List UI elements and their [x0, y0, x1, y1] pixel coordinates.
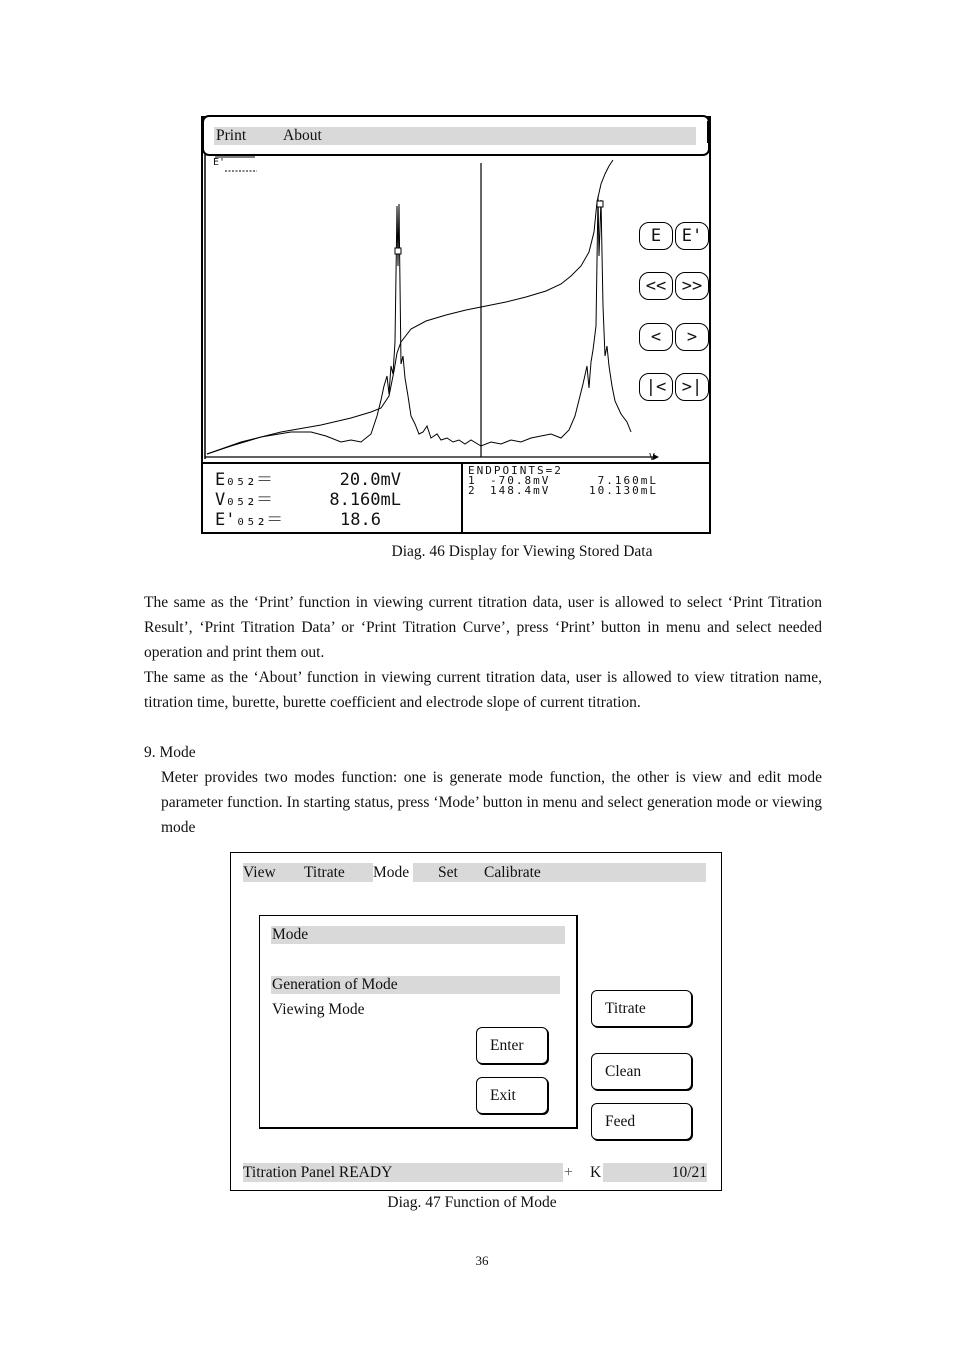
titrate-button[interactable]: Titrate — [591, 990, 692, 1027]
menu-print[interactable]: Print — [216, 127, 247, 144]
stored-data-display — [201, 116, 711, 534]
diag47-caption: Diag. 47 Function of Mode — [387, 1194, 557, 1211]
menu-about[interactable]: About — [283, 127, 322, 144]
e-curve-button[interactable]: E — [639, 222, 673, 250]
x-axis-label: V — [649, 452, 656, 463]
fast-forward-button[interactable]: >> — [675, 272, 709, 300]
endpoints-panel — [468, 466, 658, 496]
section-heading: 9. Mode — [144, 744, 196, 761]
exit-button[interactable]: Exit — [476, 1077, 548, 1114]
page-number: 36 — [475, 1253, 489, 1268]
reading-v: V₀₅₂＝ 8.160mL — [215, 490, 401, 510]
menu-mode[interactable]: Mode — [373, 864, 410, 881]
menu-calibrate[interactable]: Calibrate — [484, 864, 541, 881]
status-text: Titration Panel READY — [243, 1164, 393, 1181]
menu-view[interactable]: View — [243, 864, 276, 881]
option-viewing-mode[interactable]: Viewing Mode — [272, 1001, 365, 1018]
mode-screen — [230, 852, 722, 1191]
endpoint-row: 2 148.4mV 10.130mL — [468, 484, 658, 497]
feed-button[interactable]: Feed — [591, 1103, 692, 1140]
endpoints-title: ENDPOINTS=2 — [468, 464, 563, 477]
option-generation-mode[interactable]: Generation of Mode — [272, 976, 398, 993]
step-forward-button[interactable]: > — [675, 323, 709, 351]
step-back-button[interactable]: < — [639, 323, 673, 351]
reading-e-prime: E'₀₅₂＝ 18.6 — [215, 510, 381, 530]
e-prime-curve-button[interactable]: E' — [675, 222, 709, 250]
mode-dialog — [259, 915, 578, 1129]
paragraph-about: The same as the ‘About’ function in viewing current titration data, user is allowed to view titration name, titration time, burette, burette coefficient and electrode slope of current titration. — [144, 669, 822, 711]
menu-titrate[interactable]: Titrate — [304, 864, 345, 881]
fast-back-button[interactable]: << — [639, 272, 673, 300]
view-menu-bar — [202, 115, 710, 156]
readings-panel — [215, 470, 455, 530]
legend-e-prime: E' — [213, 157, 226, 168]
go-first-button[interactable]: |< — [639, 373, 673, 401]
enter-button[interactable]: Enter — [476, 1027, 548, 1064]
paragraph-print: The same as the ‘Print’ function in viewing current titration data, user is allowed to select ‘Print Titration Result’, ‘Print Titration Data’ or ‘Print Titration Curve’, press ‘Print’ button in menu and select needed operation and print them out. — [144, 594, 822, 661]
status-counter: 10/21 — [671, 1164, 707, 1181]
diag46-caption: Diag. 46 Display for Viewing Stored Data — [391, 543, 653, 560]
dialog-title: Mode — [272, 926, 309, 943]
status-plus: + — [564, 1164, 573, 1181]
paragraph-mode: Meter provides two modes function: one is generate mode function, the other is view and edit mode parameter function. In starting status, press ‘Mode’ button in menu and select generation mode or viewing mode — [161, 769, 822, 836]
clean-button[interactable]: Clean — [591, 1053, 692, 1090]
reading-e: E₀₅₂＝ 20.0mV — [215, 470, 401, 490]
status-k: K — [590, 1164, 602, 1181]
menu-set[interactable]: Set — [438, 864, 458, 881]
endpoint-row: 1 -70.8mV 7.160mL — [468, 474, 658, 487]
go-last-button[interactable]: >| — [675, 373, 709, 401]
